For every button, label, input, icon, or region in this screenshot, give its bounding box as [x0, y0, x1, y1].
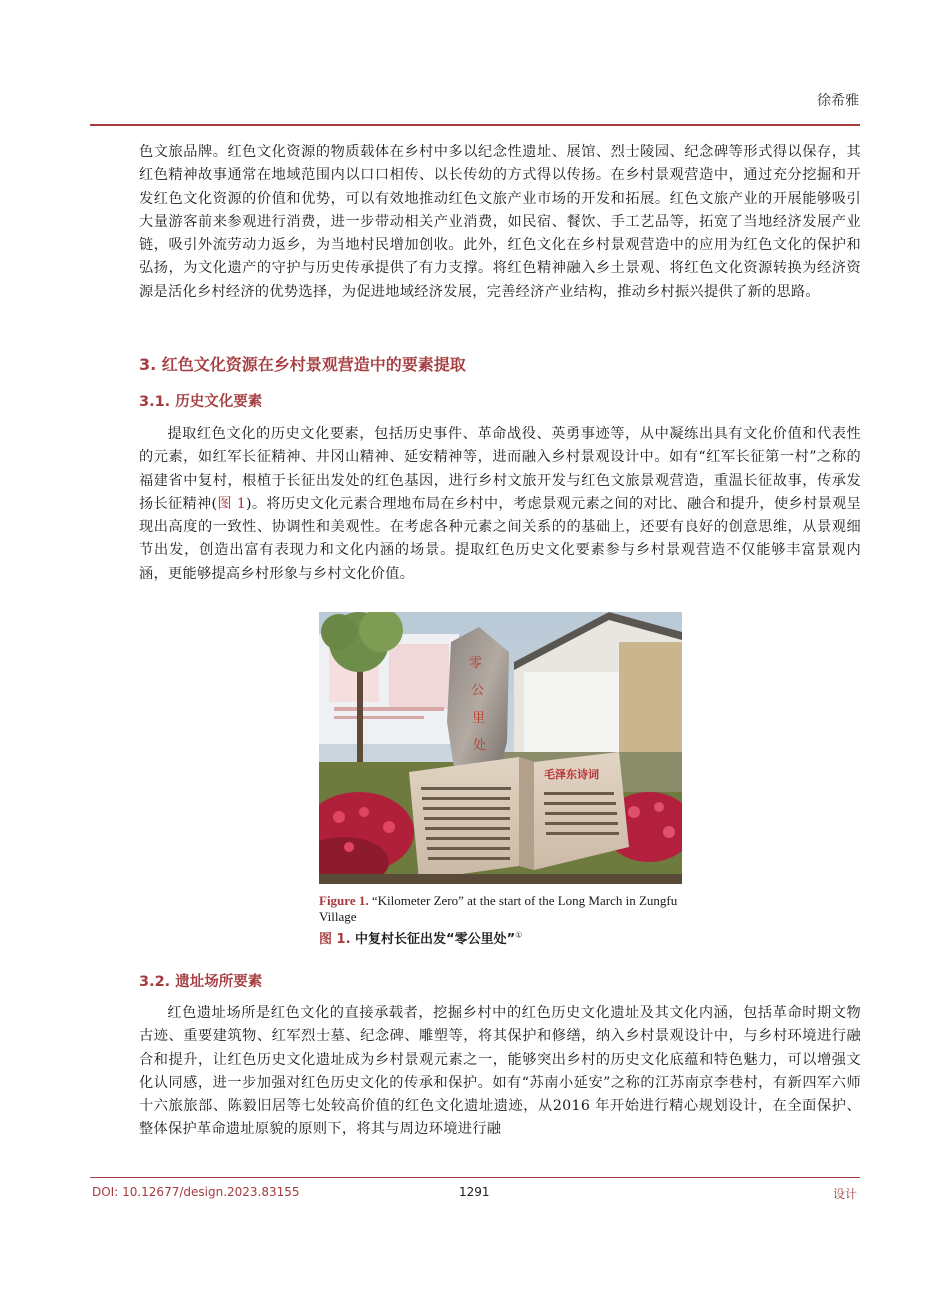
footer-doi[interactable]: DOI: 10.12677/design.2023.83155: [92, 1185, 300, 1199]
caption-english-text: “Kilometer Zero” at the start of the Long March in Zungfu Village: [319, 893, 678, 924]
caption-footnote-mark[interactable]: ①: [515, 930, 523, 940]
section-3-2-heading: 3.2. 遗址场所要素: [139, 974, 263, 990]
stone-inscription-4: 处: [473, 738, 487, 753]
footer-rule: [90, 1177, 860, 1178]
figure-reference-link[interactable]: 图 1: [217, 495, 247, 512]
body-paragraph-3: 红色遗址场所是红色文化的直接承载者，挖掘乡村中的红色历史文化遗址及其文化内涵，包括革命时期文物古迹、重要建筑物、红军烈士墓、纪念碑、雕塑等，将其保护和修缮，纳入乡村景观设计中，与乡村环境进行融合和提升，让红色历史文化遗址成为乡村景观元素之一，能够突出乡村的历史文化底蕴和特色魅力，可以增强文化认同感，进一步加强对红色历史文化的传承和保护。如有“苏南小延安”之称的江苏南京李巷村，有新四军六师十六旅旅部、陈毅旧居等七处较高价值的红色文化遗址遗迹，从2016 年开始进行精心规划设计，在全面保护、整体保护革命遗址原貌的原则下，将其与周边环境进行融: [139, 1005, 861, 1138]
footer-page-number: 1291: [459, 1185, 490, 1199]
caption-chinese-text: 中复村长征出发“零公里处”: [350, 932, 516, 947]
stone-inscription-3: 里: [472, 711, 486, 726]
paragraph-2-text-a: 提取红色文化的历史文化要素，包括历史事件、革命战役、英勇事迹等，从中凝练出具有文化价值和代表性的元素，如红军长征精神、井冈山精神、延安精神等，进而融入乡村景观设计中。如有“红军长征第一村”之称的福建省中复村，根植于长征出发处的红色基因，进行乡村文旅开发与红色文旅景观营造，重温长征故事，传承发扬长征精神(: [139, 426, 861, 512]
paragraph-2-text-b: )。将历史文化元素合理地布局在乡村中，考虑景观元素之间的对比、融合和提升，使乡村景观呈现出高度的一致性、协调性和美观性。在考虑各种元素之间关系的的基础上，还要有良好的创意思维，从景观细节出发，创造出富有表现力和文化内涵的场景。提取红色历史文化要素参与乡村景观营造不仅能够丰富景观内涵，更能够提高乡村形象与乡村文化价值。: [139, 495, 861, 582]
figure-1-photo: [319, 612, 682, 884]
figure-caption-chinese: [319, 928, 522, 947]
section-3-1-heading: 3.1. 历史文化要素: [139, 394, 263, 410]
figure-label-english: Figure 1.: [319, 893, 369, 908]
header-author: 徐希雅: [817, 93, 859, 109]
stone-inscription-1: 零: [469, 656, 483, 671]
footer-journal-name: 设计: [832, 1187, 857, 1201]
stone-inscription-2: 公: [471, 683, 485, 698]
body-paragraph-2: [139, 423, 861, 586]
body-paragraph-1: 色文旅品牌。红色文化资源的物质载体在乡村中多以纪念性遗址、展馆、烈士陵园、纪念碑等形式得以保存，其红色精神故事通常在地域范围内以口口相传、以长传幼的方式得以传扬。在乡村景观营造中，通过充分挖掘和开发红色文化资源的价值和优势，可以有效地推动红色文旅产业市场的开发和拓展。红色文旅产业的开展能够吸引大量游客前来参观进行消费，进一步带动相关产业消费，如民宿、餐饮、手工艺品等，拓宽了当地经济发展产业链，吸引外流劳动力返乡，为当地村民增加创收。此外，红色文化在乡村景观营造中的应用为红色文化的保护和弘扬，为文化遗产的守护与历史传承提供了有力支撑。将红色精神融入乡土景观、将红色文化资源转换为经济资源是活化乡村经济的优势选择，为促进地域经济发展，完善经济产业结构，推动乡村振兴提供了新的思路。: [139, 144, 861, 300]
section-3-heading: 3. 红色文化资源在乡村景观营造中的要素提取: [139, 355, 466, 374]
book-title-inscription: 毛泽东诗词: [544, 768, 599, 781]
figure-caption-english: [319, 893, 689, 925]
figure-label-chinese: 图 1.: [319, 932, 351, 947]
header-rule: [90, 124, 860, 126]
